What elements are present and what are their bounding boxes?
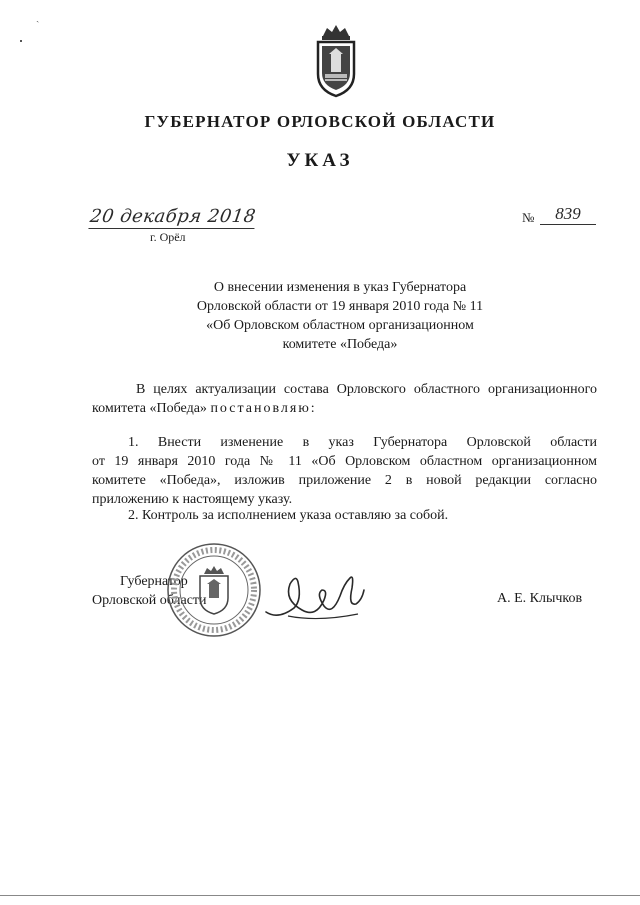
signatory-title-line: Губернатор xyxy=(120,574,188,589)
subject-line: О внесении изменения в указ Губернатора xyxy=(213,280,467,295)
subject-line: Орловской области от 19 января 2010 года № 11 xyxy=(196,299,484,314)
preamble-paragraph xyxy=(92,380,597,418)
handwritten-number: 839 xyxy=(540,204,596,225)
preamble-line: В целях актуализации состава Орловского областного организационного xyxy=(136,382,597,397)
official-seal-icon xyxy=(164,540,264,640)
preamble-line xyxy=(92,399,597,418)
clause-line: комитете «Победа», изложив приложение 2 в новой редакции согласно xyxy=(92,473,597,488)
scan-mark: ˏ xyxy=(36,12,40,23)
clause-line: приложению к настоящему указу. xyxy=(92,492,293,507)
document-type: УКАЗ xyxy=(286,150,354,171)
clause-line: от 19 января 2010 года № 11 «Об Орловском областном организационном xyxy=(92,454,597,469)
preamble-text: комитета «Победа» xyxy=(92,401,207,416)
clause-1 xyxy=(92,433,597,509)
city: г. Орёл xyxy=(150,230,186,244)
resolve-word: постановляю: xyxy=(210,401,317,416)
clause-line: 1. Внести изменение в указ Губернатора Орловской области xyxy=(128,435,597,450)
scan-dot xyxy=(20,40,22,42)
number-label: № xyxy=(522,210,535,225)
coat-of-arms-icon xyxy=(313,22,359,98)
signatory-title-line: Орловской области xyxy=(92,593,207,608)
clause-line: 2. Контроль за исполнением указа оставляю за собой. xyxy=(128,508,449,523)
subject-line: «Об Орловском областном организационном xyxy=(206,318,474,333)
handwritten-signature-icon xyxy=(258,560,368,630)
issuing-authority: ГУБЕРНАТОР ОРЛОВСКОЙ ОБЛАСТИ xyxy=(144,112,496,131)
document-subject xyxy=(140,278,540,354)
signatory-name: А. Е. Клычков xyxy=(497,591,583,606)
clause-2 xyxy=(92,506,597,525)
handwritten-date: 20 декабря 2018 xyxy=(88,206,258,227)
subject-line: комитете «Победа» xyxy=(282,337,398,352)
page-edge xyxy=(0,895,640,896)
